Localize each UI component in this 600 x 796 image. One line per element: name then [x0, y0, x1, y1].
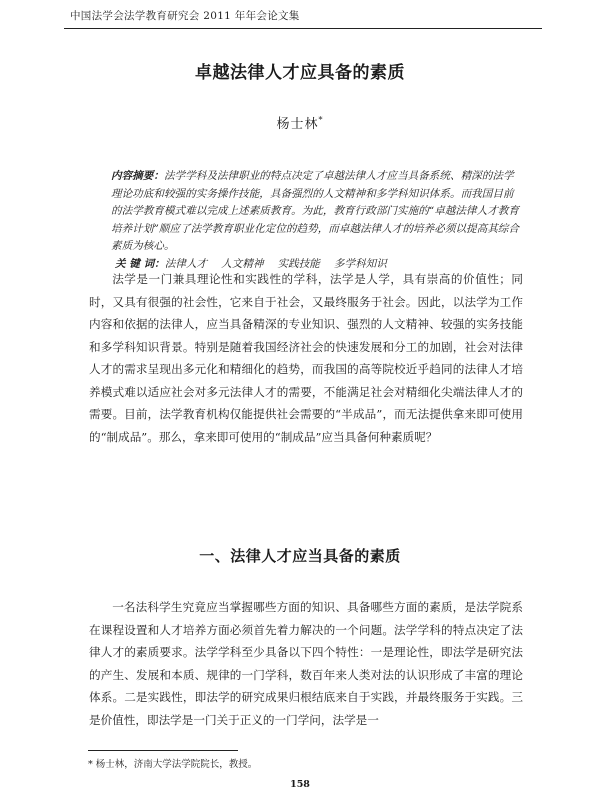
- keyword: 实践技能: [277, 257, 320, 270]
- footnote: * 杨士林，济南大学法学院院长，教授。: [88, 759, 258, 770]
- paper-title: 卓越法律人才应具备的素质: [195, 63, 405, 83]
- running-header: 中国法学会法学教育研究会 2011 年年会论文集: [70, 10, 300, 22]
- footnote-rule: [88, 750, 238, 751]
- author-line: [0, 113, 600, 132]
- keyword: 法律人才: [164, 257, 208, 270]
- abstract-paragraph: [90, 168, 522, 256]
- section-heading: 一、法律人才应当具备的素质: [199, 547, 401, 565]
- abstract-text: 法学学科及法律职业的特点决定了卓越法律人才应当具备系统、精深的法学理论功底和较强的实务操作技能，具备强烈的人文精神和多学科知识体系。而我国目前的法学教育模式难以完成上述素质教育。为此，教育行政部门实施的“卓越法律人才教育培养计划”顺应了法学教育职业化定位的趋势，而卓越法律人才的培养必须以提高其综合素质为核心。: [111, 170, 519, 253]
- keyword: 多学科知识: [333, 257, 387, 270]
- header-rule: [64, 28, 542, 29]
- keywords-label: 关 键 词：: [115, 257, 165, 270]
- body-section-intro: [89, 268, 523, 448]
- body-paragraph: 法学是一门兼具理论性和实践性的学科，法学是人学，具有崇高的价值性；同时，又具有很强的社会性，它来自于社会，又最终服务于社会。因此，以法学为工作内容和依据的法律人，应当具备精深的专业知识、强烈的人文精神、较强的实务技能和多学科知识背景。特别是随着我国经济社会的快速发展和分工的加剧，社会对法律人才的需求呈现出多元化和精细化的趋势，而我国的高等院校近乎趋同的法律人才培养模式难以适应社会对多元法律人才的需要，不能满足社会对精细化尖端法律人才的需要。目前，法学教育机构仅能提供社会需要的“半成品”，而无法提供拿来即可使用的“制成品”。那么，拿来即可使用的“制成品”应当具备何种素质呢？: [89, 272, 523, 444]
- abstract: [90, 168, 522, 274]
- body-paragraph: 一名法科学生究竟应当掌握哪些方面的知识、具备哪些方面的素质，是法学院系在课程设置和人才培养方面必须首先着力解决的一个问题。法学学科的特点决定了法律人才的素质要求。法学学科至少具备以下四个特性：一是理论性，即法学是研究法的产生、发展和本质、规律的一门学科，数百年来人类对法的认识形成了丰富的理论体系。二是实践性，即法学的研究成果归根结底来自于实践，并最终服务于实践。三是价值性，即法学是一门关于正义的一门学问，法学是一: [89, 600, 523, 727]
- body-section-1: [89, 596, 523, 731]
- author-footnote-mark: *: [318, 115, 324, 125]
- keyword: 人文精神: [221, 257, 264, 270]
- page-number: 158: [290, 779, 310, 790]
- author-name: 杨士林: [276, 117, 319, 132]
- abstract-label: 内容摘要：: [111, 170, 164, 182]
